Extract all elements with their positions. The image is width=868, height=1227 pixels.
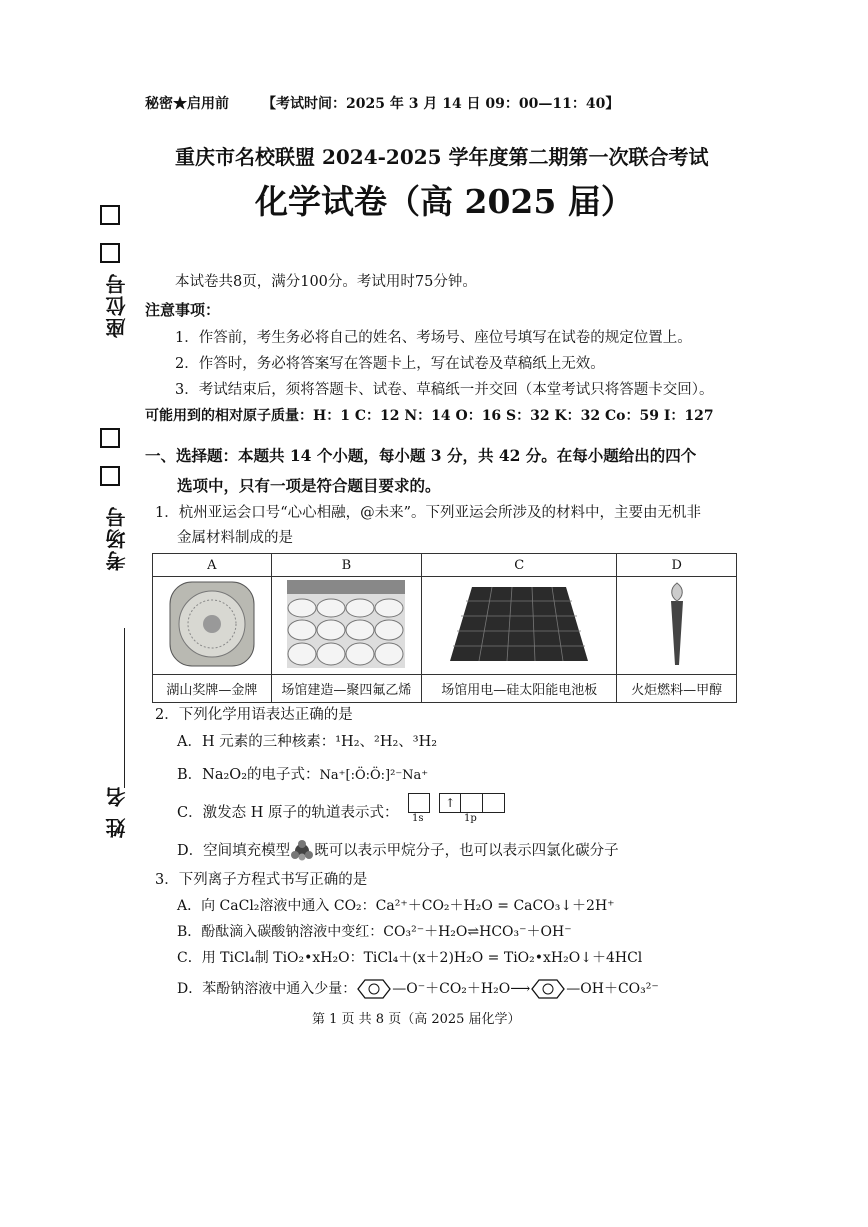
section1-line2: 选项中，只有一项是符合题目要求的。 <box>177 476 441 495</box>
orbital-1s-label: 1s <box>412 813 424 824</box>
atomic-masses: 可能用到的相对原子质量：H：1 C：12 N：14 O：16 S：32 K：32 Co：59 I：127 <box>145 408 714 424</box>
q2-d-post: 既可以表示甲烷分子，也可以表示四氯化碳分子 <box>314 843 619 859</box>
secret-label: 秘密★启用前 <box>145 96 229 112</box>
q1-option-a-caption: 湖山奖牌—金牌 <box>153 675 272 703</box>
q1-option-a-letter: A <box>153 554 272 577</box>
q3-stem: 3．下列离子方程式书写正确的是 <box>155 872 368 888</box>
ptfe-roof-image <box>287 580 405 668</box>
room-box-2[interactable] <box>100 466 120 486</box>
room-label: 考场号 <box>105 505 129 571</box>
orbital-1s-box <box>408 793 430 813</box>
q2-b-formula: Na⁺[:Ö:Ö:]²⁻Na⁺ <box>319 768 429 783</box>
orbital-diagram <box>408 792 505 813</box>
orbital-1p-box-3 <box>483 793 505 813</box>
q3-d-label: D．苯酚钠溶液中通入少量： <box>177 981 357 997</box>
notice-item-3: 3．考试结束后，须将答题卡、试卷、草稿纸一并交回（本堂考试只将答题卡交回）。 <box>175 382 714 398</box>
seat-box-2[interactable] <box>100 243 120 263</box>
q3-option-c: C．用 TiCl₄制 TiO₂•xH₂O：TiCl₄＋(x＋2)H₂O = TiO₂•xH₂O↓＋4HCl <box>177 950 643 966</box>
notice-item-1: 1．作答前，考生务必将自己的姓名、考场号、座位号填写在试卷的规定位置上。 <box>175 330 692 346</box>
q1-image-d <box>617 577 737 675</box>
q2-c-label: C．激发态 H 原子的轨道表示式： <box>177 805 399 821</box>
q2-option-d <box>177 840 619 862</box>
q2-d-pre: D．空间填充模型 <box>177 843 291 859</box>
benzene-ring-icon <box>356 978 392 1000</box>
q1-line1: 1．杭州亚运会口号“心心相融，@未来”。下列亚运会所涉及的材料中，主要由无机非 <box>155 505 702 521</box>
room-box-1[interactable] <box>100 428 120 448</box>
q3-option-a: A．向 CaCl₂溶液中通入 CO₂：Ca²⁺＋CO₂＋H₂O = CaCO₃↓＋2H⁺ <box>177 898 615 914</box>
notice-item-2: 2．作答时，务必将答案写在答题卡上，写在试卷及草稿纸上无效。 <box>175 356 605 372</box>
paper-title: 化学试卷（高 2025 届） <box>255 182 634 221</box>
torch-image <box>657 579 697 669</box>
q1-image-c <box>422 577 617 675</box>
solar-panel-image <box>444 581 594 667</box>
orbital-1p-box-1: ↑ <box>439 793 461 813</box>
notice-heading: 注意事项： <box>145 301 221 319</box>
q3-d-end: —OH＋CO₃²⁻ <box>566 981 659 997</box>
seat-box-1[interactable] <box>100 205 120 225</box>
name-line[interactable] <box>124 628 125 788</box>
section1-line1: 一、选择题：本题共 14 个小题，每小题 3 分，共 42 分。在每小题给出的四个 <box>145 446 697 465</box>
q1-option-b-caption: 场馆建造—聚四氟乙烯 <box>271 675 421 703</box>
q2-option-c <box>177 803 398 823</box>
q1-line2: 金属材料制成的是 <box>177 530 293 546</box>
q3-option-b: B．酚酞滴入碳酸钠溶液中变红：CO₃²⁻＋H₂O⇌HCO₃⁻＋OH⁻ <box>177 924 572 940</box>
q1-option-d-caption: 火炬燃料—甲醇 <box>617 675 737 703</box>
exam-title: 重庆市名校联盟 2024-2025 学年度第二期第一次联合考试 <box>175 145 709 169</box>
q2-a-formula: ¹H₂、²H₂、³H₂ <box>335 734 438 750</box>
q2-stem: 2．下列化学用语表达正确的是 <box>155 707 353 723</box>
q3-option-d <box>177 978 659 1000</box>
benzene-ring-icon-2 <box>530 978 566 1000</box>
exam-time: 【考试时间：2025 年 3 月 14 日 09：00—11：40】 <box>262 96 620 112</box>
q2-option-b <box>177 765 428 786</box>
intro-text: 本试卷共8页，满分100分。考试用时75分钟。 <box>175 274 477 290</box>
seat-label: 座位号 <box>105 272 129 338</box>
q2-b-label: B．Na₂O₂的电子式： <box>177 767 320 783</box>
q1-option-b-letter: B <box>271 554 421 577</box>
q1-image-a <box>153 577 272 675</box>
orbital-1p-box-2 <box>461 793 483 813</box>
q1-image-b <box>271 577 421 675</box>
gold-medal-image <box>162 579 262 669</box>
name-label: 姓 名 <box>105 785 129 838</box>
q1-option-d-letter: D <box>617 554 737 577</box>
q1-option-c-letter: C <box>422 554 617 577</box>
page-footer: 第 1 页 共 8 页（高 2025 届化学） <box>312 1012 521 1027</box>
q2-a-label: A．H 元素的三种核素： <box>177 734 336 750</box>
space-filling-model-icon <box>290 840 314 862</box>
q3-d-mid: —O⁻＋CO₂＋H₂O⟶ <box>392 981 531 997</box>
q1-options-table <box>152 553 737 703</box>
q2-option-a <box>177 732 437 752</box>
q1-option-c-caption: 场馆用电—硅太阳能电池板 <box>422 675 617 703</box>
orbital-1p-label: 1p <box>464 813 477 824</box>
